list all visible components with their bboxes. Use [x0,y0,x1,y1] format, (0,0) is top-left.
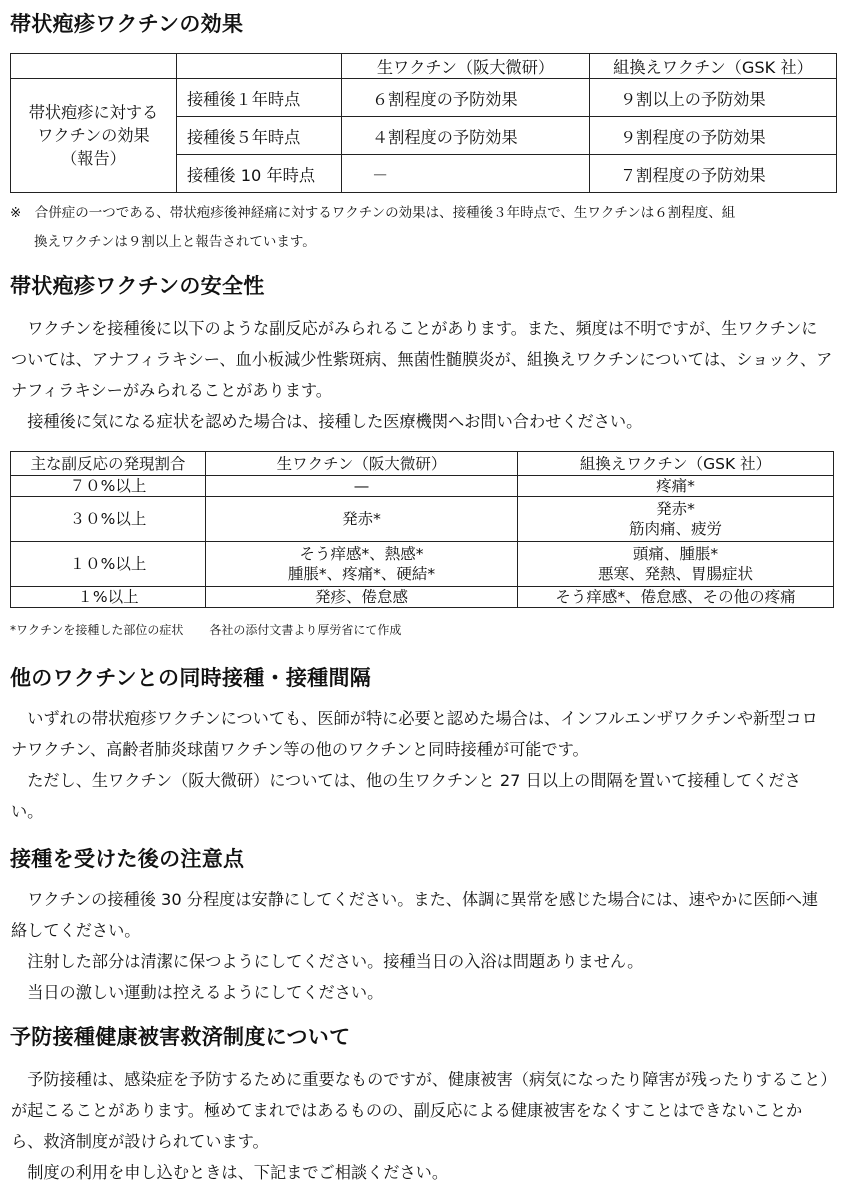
effect-recomb-value: ７割程度の予防効果 [590,155,837,193]
safety-heading: 帯状疱疹ワクチンの安全性 [10,274,265,298]
paragraph: 当日の激しい運動は控えるようにしてください。 [27,983,384,1002]
paragraph: ただし、生ワクチン（阪大微研）については、他の生ワクチンと 27 日以上の間隔を置いて接種してください。 [11,771,801,821]
table-row [11,79,837,117]
effect-row-head: 帯状疱疹に対する ワクチンの効果 （報告） [11,79,177,193]
effect-table-corner [11,54,177,79]
effect-row-label: 接種後５年時点 [177,117,342,155]
effect-table-corner [177,54,342,79]
aftercare-heading: 接種を受けた後の注意点 [10,847,245,871]
aftercare-text [11,884,833,1008]
paragraph: 予防接種は、感染症を予防するために重要なものですが、健康被害（病気になったり障害が残ったりすること）が起こることがあります。極めてまれではあるものの、副反応による健康被害をなくすことはできないことから、救済制度が設けられています。 [11,1070,829,1151]
effect-row-label: 接種後 10 年時点 [177,155,342,193]
simultaneous-text [11,703,833,827]
paragraph: 接種後に気になる症状を認めた場合は、接種した医療機関へお問い合わせください。 [27,412,643,431]
effect-table-header-row [11,54,837,79]
effect-live-value: ６割程度の予防効果 [342,79,590,117]
table-row [11,476,834,497]
live-cell: 発赤* [206,497,518,542]
recomb-cell: 頭痛、腫脹* 悪寒、発熱、胃腸症状 [518,542,834,587]
side-effects-footnote: *ワクチンを接種した部位の症状 各社の添付文書より厚労省にて作成 [10,623,402,637]
live-cell: — [206,476,518,497]
relief-text [11,1064,833,1188]
paragraph: 注射した部分は清潔に保つようにしてください。接種当日の入浴は問題ありません。 [27,952,644,971]
col-rate: 主な副反応の発現割合 [11,452,206,476]
recomb-cell: 発赤* 筋肉痛、疲労 [518,497,834,542]
table-row [11,497,834,542]
effect-recomb-value: ９割程度の予防効果 [590,117,837,155]
effect-recomb-value: ９割以上の予防効果 [590,79,837,117]
effect-heading: 帯状疱疹ワクチンの効果 [10,12,244,36]
rate-cell: ３０%以上 [11,497,206,542]
col-live: 生ワクチン（阪大微研） [206,452,518,476]
effect-live-value: － [342,155,590,193]
simultaneous-heading: 他のワクチンとの同時接種・接種間隔 [10,666,372,690]
paragraph: ワクチンを接種後に以下のような副反応がみられることがあります。また、頻度は不明ですが、生ワクチンについては、アナフィラキシー、血小板減少性紫斑病、無菌性髄膜炎が、組換えワクチンについては、ショック、アナフィラキシーがみられることがあります。 [11,319,833,400]
effect-row-label: 接種後１年時点 [177,79,342,117]
table-row [11,542,834,587]
live-cell: そう痒感*、熱感* 腫脹*、疼痛*、硬結* [206,542,518,587]
effect-live-value: ４割程度の予防効果 [342,117,590,155]
paragraph: 制度の利用を申し込むときは、下記までご相談ください。 [27,1163,449,1182]
table-row [11,587,834,608]
side-effects-table [10,451,834,608]
effect-table [10,53,837,193]
col-recomb: 組換えワクチン（GSK 社） [518,452,834,476]
recomb-cell: そう痒感*、倦怠感、その他の疼痛 [518,587,834,608]
rate-cell: １０%以上 [11,542,206,587]
rate-cell: １%以上 [11,587,206,608]
side-effects-header-row [11,452,834,476]
recomb-cell: 疼痛* [518,476,834,497]
relief-heading: 予防接種健康被害救済制度について [10,1025,351,1049]
paragraph: ワクチンの接種後 30 分程度は安静にしてください。また、体調に異常を感じた場合には、速やかに医師へ連絡してください。 [11,890,819,940]
effect-col-recomb: 組換えワクチン（GSK 社） [590,54,837,79]
safety-text [11,313,833,437]
rate-cell: ７０%以上 [11,476,206,497]
effect-col-live: 生ワクチン（阪大微研） [342,54,590,79]
live-cell: 発疹、倦怠感 [206,587,518,608]
paragraph: いずれの帯状疱疹ワクチンについても、医師が特に必要と認めた場合は、インフルエンザワクチンや新型コロナワクチン、高齢者肺炎球菌ワクチン等の他のワクチンと同時接種が可能です。 [11,709,818,759]
effect-note: ※ 合併症の一つである、帯状疱疹後神経痛に対するワクチンの効果は、接種後３年時点で、生ワクチンは６割程度、組 換えワクチンは９割以上と報告されています。 [10,205,736,250]
